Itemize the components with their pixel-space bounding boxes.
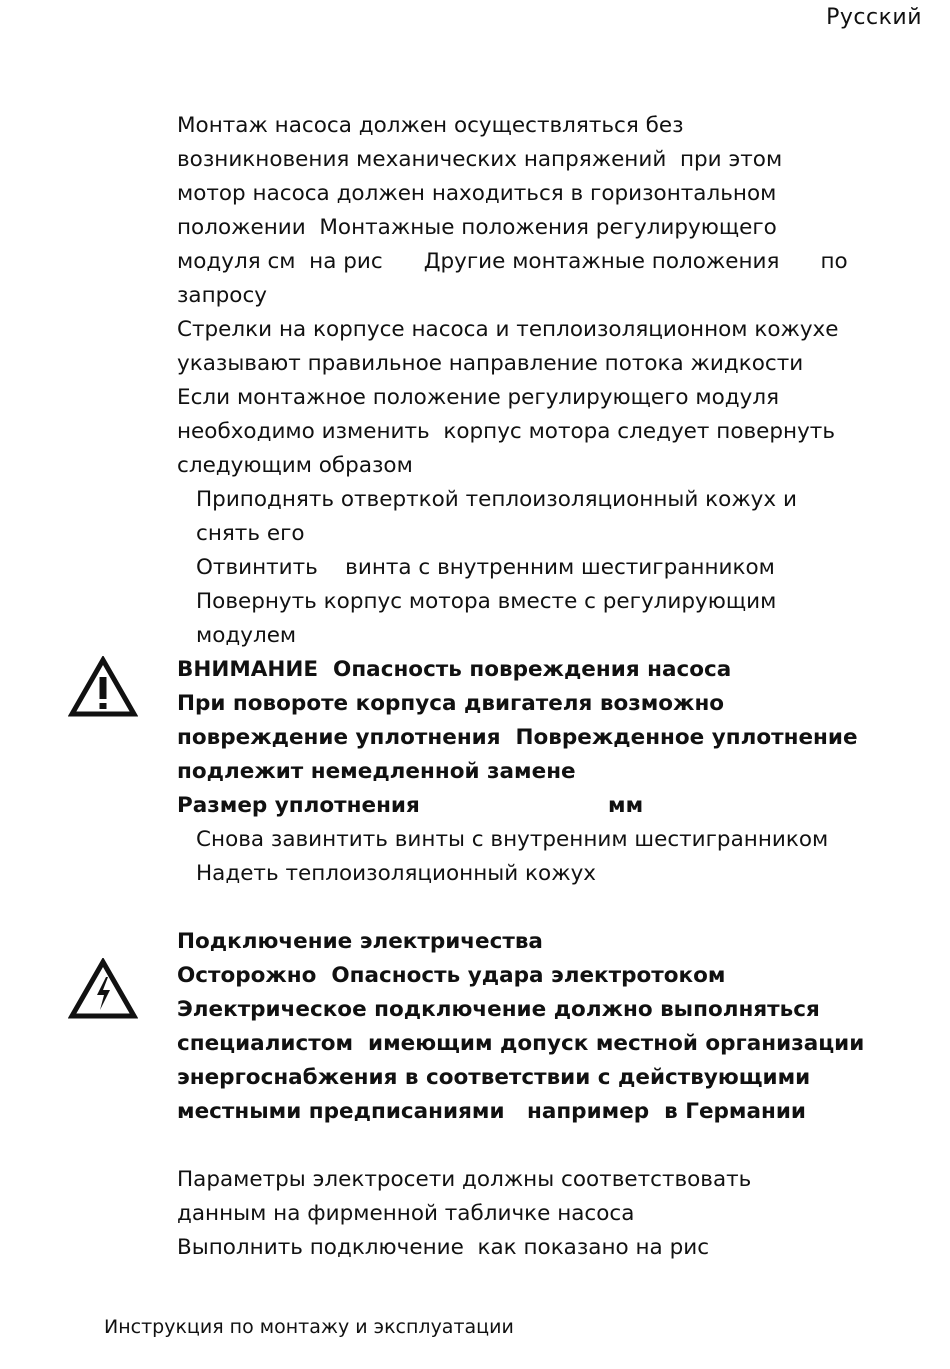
text-line: При повороте корпуса двигателя возможно xyxy=(177,691,725,716)
paragraph-arrows xyxy=(177,313,877,381)
text-line: мотор насоса должен находиться в горизонтальном xyxy=(177,181,777,206)
seal-size-unit: мм xyxy=(608,793,644,818)
seal-size-line xyxy=(177,789,877,823)
warning-title: ВНИМАНИЕ Опасность повреждения насоса xyxy=(177,657,732,682)
list-item: Снова завинтить винты с внутренним шестигранником xyxy=(196,827,829,852)
list-item: Отвинтить винта с внутренним шестигранником xyxy=(196,555,775,580)
language-label: Русский xyxy=(826,5,922,30)
text-line: необходимо изменить корпус мотора следует повернуть xyxy=(177,419,835,444)
warning-electric-shock xyxy=(177,959,877,1129)
text-line: местными предписаниями например в Германии xyxy=(177,1099,806,1124)
text-line: Если монтажное положение регулирующего модуля xyxy=(177,385,779,410)
warning-exclamation-icon xyxy=(68,656,138,718)
text-line: следующим образом xyxy=(177,453,413,478)
page-content xyxy=(177,109,877,1265)
text-line: подлежит немедленной замене xyxy=(177,759,576,784)
text-line: указывают правильное направление потока жидкости xyxy=(177,351,804,376)
text-line: энергоснабжения в соответствии с действующими xyxy=(177,1065,811,1090)
text-line: положении Монтажные положения регулирующего xyxy=(177,215,777,240)
list-item: снять его xyxy=(196,521,305,546)
section-title: Подключение электричества xyxy=(177,929,543,954)
warning-title: Осторожно Опасность удара электротоком xyxy=(177,963,726,988)
list-item: модулем xyxy=(196,623,297,648)
text-line: запросу xyxy=(177,283,268,308)
paragraph-power-supply xyxy=(177,1163,877,1265)
text-line: Параметры электросети должны соответствовать xyxy=(177,1167,752,1192)
text-line: Стрелки на корпусе насоса и теплоизоляционном кожухе xyxy=(177,317,839,342)
steps-list-1 xyxy=(177,483,877,653)
list-item: Приподнять отверткой теплоизоляционный кожух и xyxy=(196,487,797,512)
paragraph-rotation xyxy=(177,381,877,483)
text-line: специалистом имеющим допуск местной организации xyxy=(177,1031,865,1056)
text-line: Выполнить подключение как показано на рис xyxy=(177,1235,710,1260)
text-line: данным на фирменной табличке насоса xyxy=(177,1201,635,1226)
steps-list-2 xyxy=(177,823,877,891)
paragraph-mounting xyxy=(177,109,877,313)
warning-pump-damage xyxy=(177,653,877,823)
text-line: Монтаж насоса должен осуществляться без xyxy=(177,113,684,138)
list-item: Повернуть корпус мотора вместе с регулирующим xyxy=(196,589,777,614)
electric-shock-warning-icon xyxy=(68,958,138,1020)
text-line: Электрическое подключение должно выполняться xyxy=(177,997,820,1022)
text-line: модуля см на рис Другие монтажные положения по xyxy=(177,249,848,274)
footer-text: Инструкция по монтажу и эксплуатации xyxy=(104,1316,514,1338)
text-line: возникновения механических напряжений при этом xyxy=(177,147,783,172)
seal-size-label: Размер уплотнения xyxy=(177,793,420,818)
text-line: повреждение уплотнения Поврежденное уплотнение xyxy=(177,725,858,750)
list-item: Надеть теплоизоляционный кожух xyxy=(196,861,597,886)
